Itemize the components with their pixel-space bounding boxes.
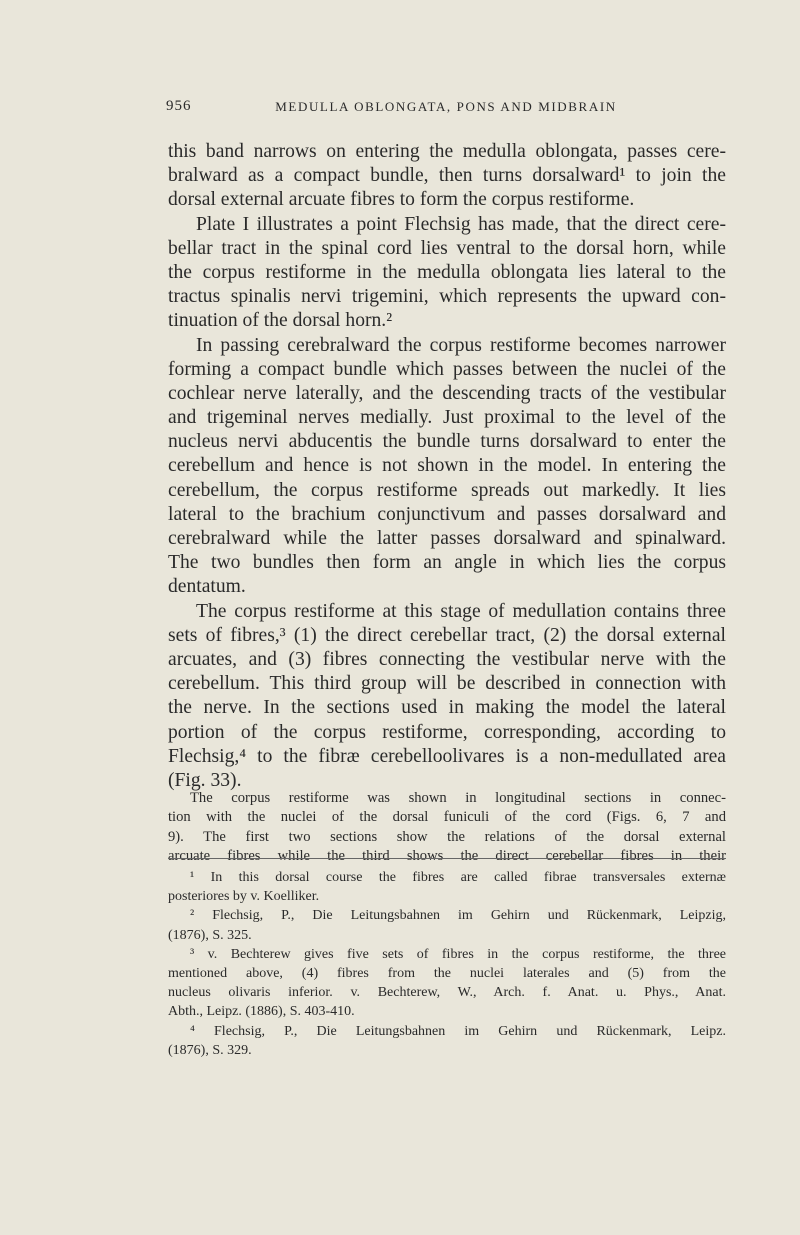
small-print-line: The corpus restiforme was shown in longitudinal sections in connec-	[190, 790, 726, 806]
body-line: forming a compact bundle which passes between the nuclei of the	[168, 358, 726, 380]
body-text	[168, 140, 726, 793]
footnote-line: (1876), S. 329.	[168, 1042, 252, 1058]
body-line: cochlear nerve laterally, and the descending tracts of the vestibular	[168, 382, 726, 404]
body-line: the nerve. In the sections used in making the model the lateral	[168, 697, 726, 719]
body-line: the corpus restiforme in the medulla oblongata lies lateral to the	[168, 261, 726, 283]
body-line: tinuation of the dorsal horn.²	[168, 310, 393, 332]
footnote-line: (1876), S. 325.	[168, 927, 252, 943]
body-line: cerebralward while the latter passes dorsalward and spinalward.	[168, 528, 726, 549]
small-print-line: tion with the nuclei of the dorsal funiculi of the cord (Figs. 6, 7 and	[168, 809, 726, 826]
body-line: (Fig. 33).	[168, 769, 242, 791]
body-line: Plate I illustrates a point Flechsig has made, that the direct cere-	[196, 213, 726, 235]
footnote-line: mentioned above, (4) fibres from the nuclei laterales and (5) from the	[168, 965, 726, 981]
small-print-line: arcuate fibres while the third shows the direct cerebellar fibres in their	[168, 848, 726, 865]
small-print-line: 9). The first two sections show the relations of the dorsal external	[168, 828, 726, 845]
footnote-line: ² Flechsig, P., Die Leitungsbahnen im Gehirn und Rückenmark, Leipzig,	[190, 908, 726, 924]
body-line: cerebellum, the corpus restiforme spreads out markedly. It lies	[168, 479, 726, 501]
body-line: arcuates, and (3) fibres connecting the vestibular nerve with the	[168, 648, 726, 670]
body-line: and trigeminal nerves medially. Just proximal to the level of the	[168, 407, 726, 429]
footnote-line: ¹ In this dorsal course the fibres are called fibrae transversales externæ	[190, 870, 726, 885]
body-line: tractus spinalis nervi trigemini, which represents the upward con-	[168, 286, 726, 308]
running-title: MEDULLA OBLONGATA, PONS AND MIDBRAIN	[275, 99, 617, 114]
footnote-line: posteriores by v. Koelliker.	[168, 889, 320, 905]
body-line: dentatum.	[168, 576, 246, 598]
small-print-paragraph	[168, 789, 726, 867]
footnote-line: nucleus olivaris inferior. v. Bechterew, W., Arch. f. Anat. u. Phys., Anat.	[168, 985, 726, 1001]
body-line: The corpus restiforme at this stage of medullation contains three	[196, 600, 726, 622]
footnote-divider	[168, 858, 726, 859]
body-line: cerebellum. This third group will be described in connection with	[168, 673, 726, 695]
page-number: 956	[166, 98, 192, 114]
body-line: cerebellum and hence is not shown in the model. In entering the	[168, 455, 726, 477]
page-header	[166, 98, 726, 118]
body-line: nucleus nervi abducentis the bundle turns dorsalward to enter the	[168, 431, 726, 453]
body-line: sets of fibres,³ (1) the direct cerebellar tract, (2) the dorsal external	[168, 624, 726, 646]
footnote-line: ⁴ Flechsig, P., Die Leitungsbahnen im Gehirn und Rückenmark, Leipz.	[190, 1023, 726, 1039]
footnotes	[168, 868, 726, 1060]
body-line: The two bundles then form an angle in which lies the corpus	[168, 552, 726, 574]
body-line: Flechsig,⁴ to the fibræ cerebelloolivares is a non-medullated area	[168, 745, 726, 767]
footnote-line: Abth., Leipz. (1886), S. 403-410.	[168, 1004, 355, 1020]
body-line: lateral to the brachium conjunctivum and passes dorsalward and	[168, 503, 726, 525]
footnote-line: ³ v. Bechterew gives five sets of fibres in the corpus restiforme, the three	[190, 946, 726, 962]
body-line: dorsal external arcuate fibres to form the corpus restiforme.	[168, 189, 635, 211]
body-line: bellar tract in the spinal cord lies ventral to the dorsal horn, while	[168, 237, 726, 259]
body-line: this band narrows on entering the medulla oblongata, passes cere-	[168, 141, 726, 162]
body-line: In passing cerebralward the corpus restiforme becomes narrower	[196, 334, 726, 356]
body-line: bralward as a compact bundle, then turns dorsalward¹ to join the	[168, 165, 726, 187]
body-line: portion of the corpus restiforme, corresponding, according to	[168, 721, 726, 743]
